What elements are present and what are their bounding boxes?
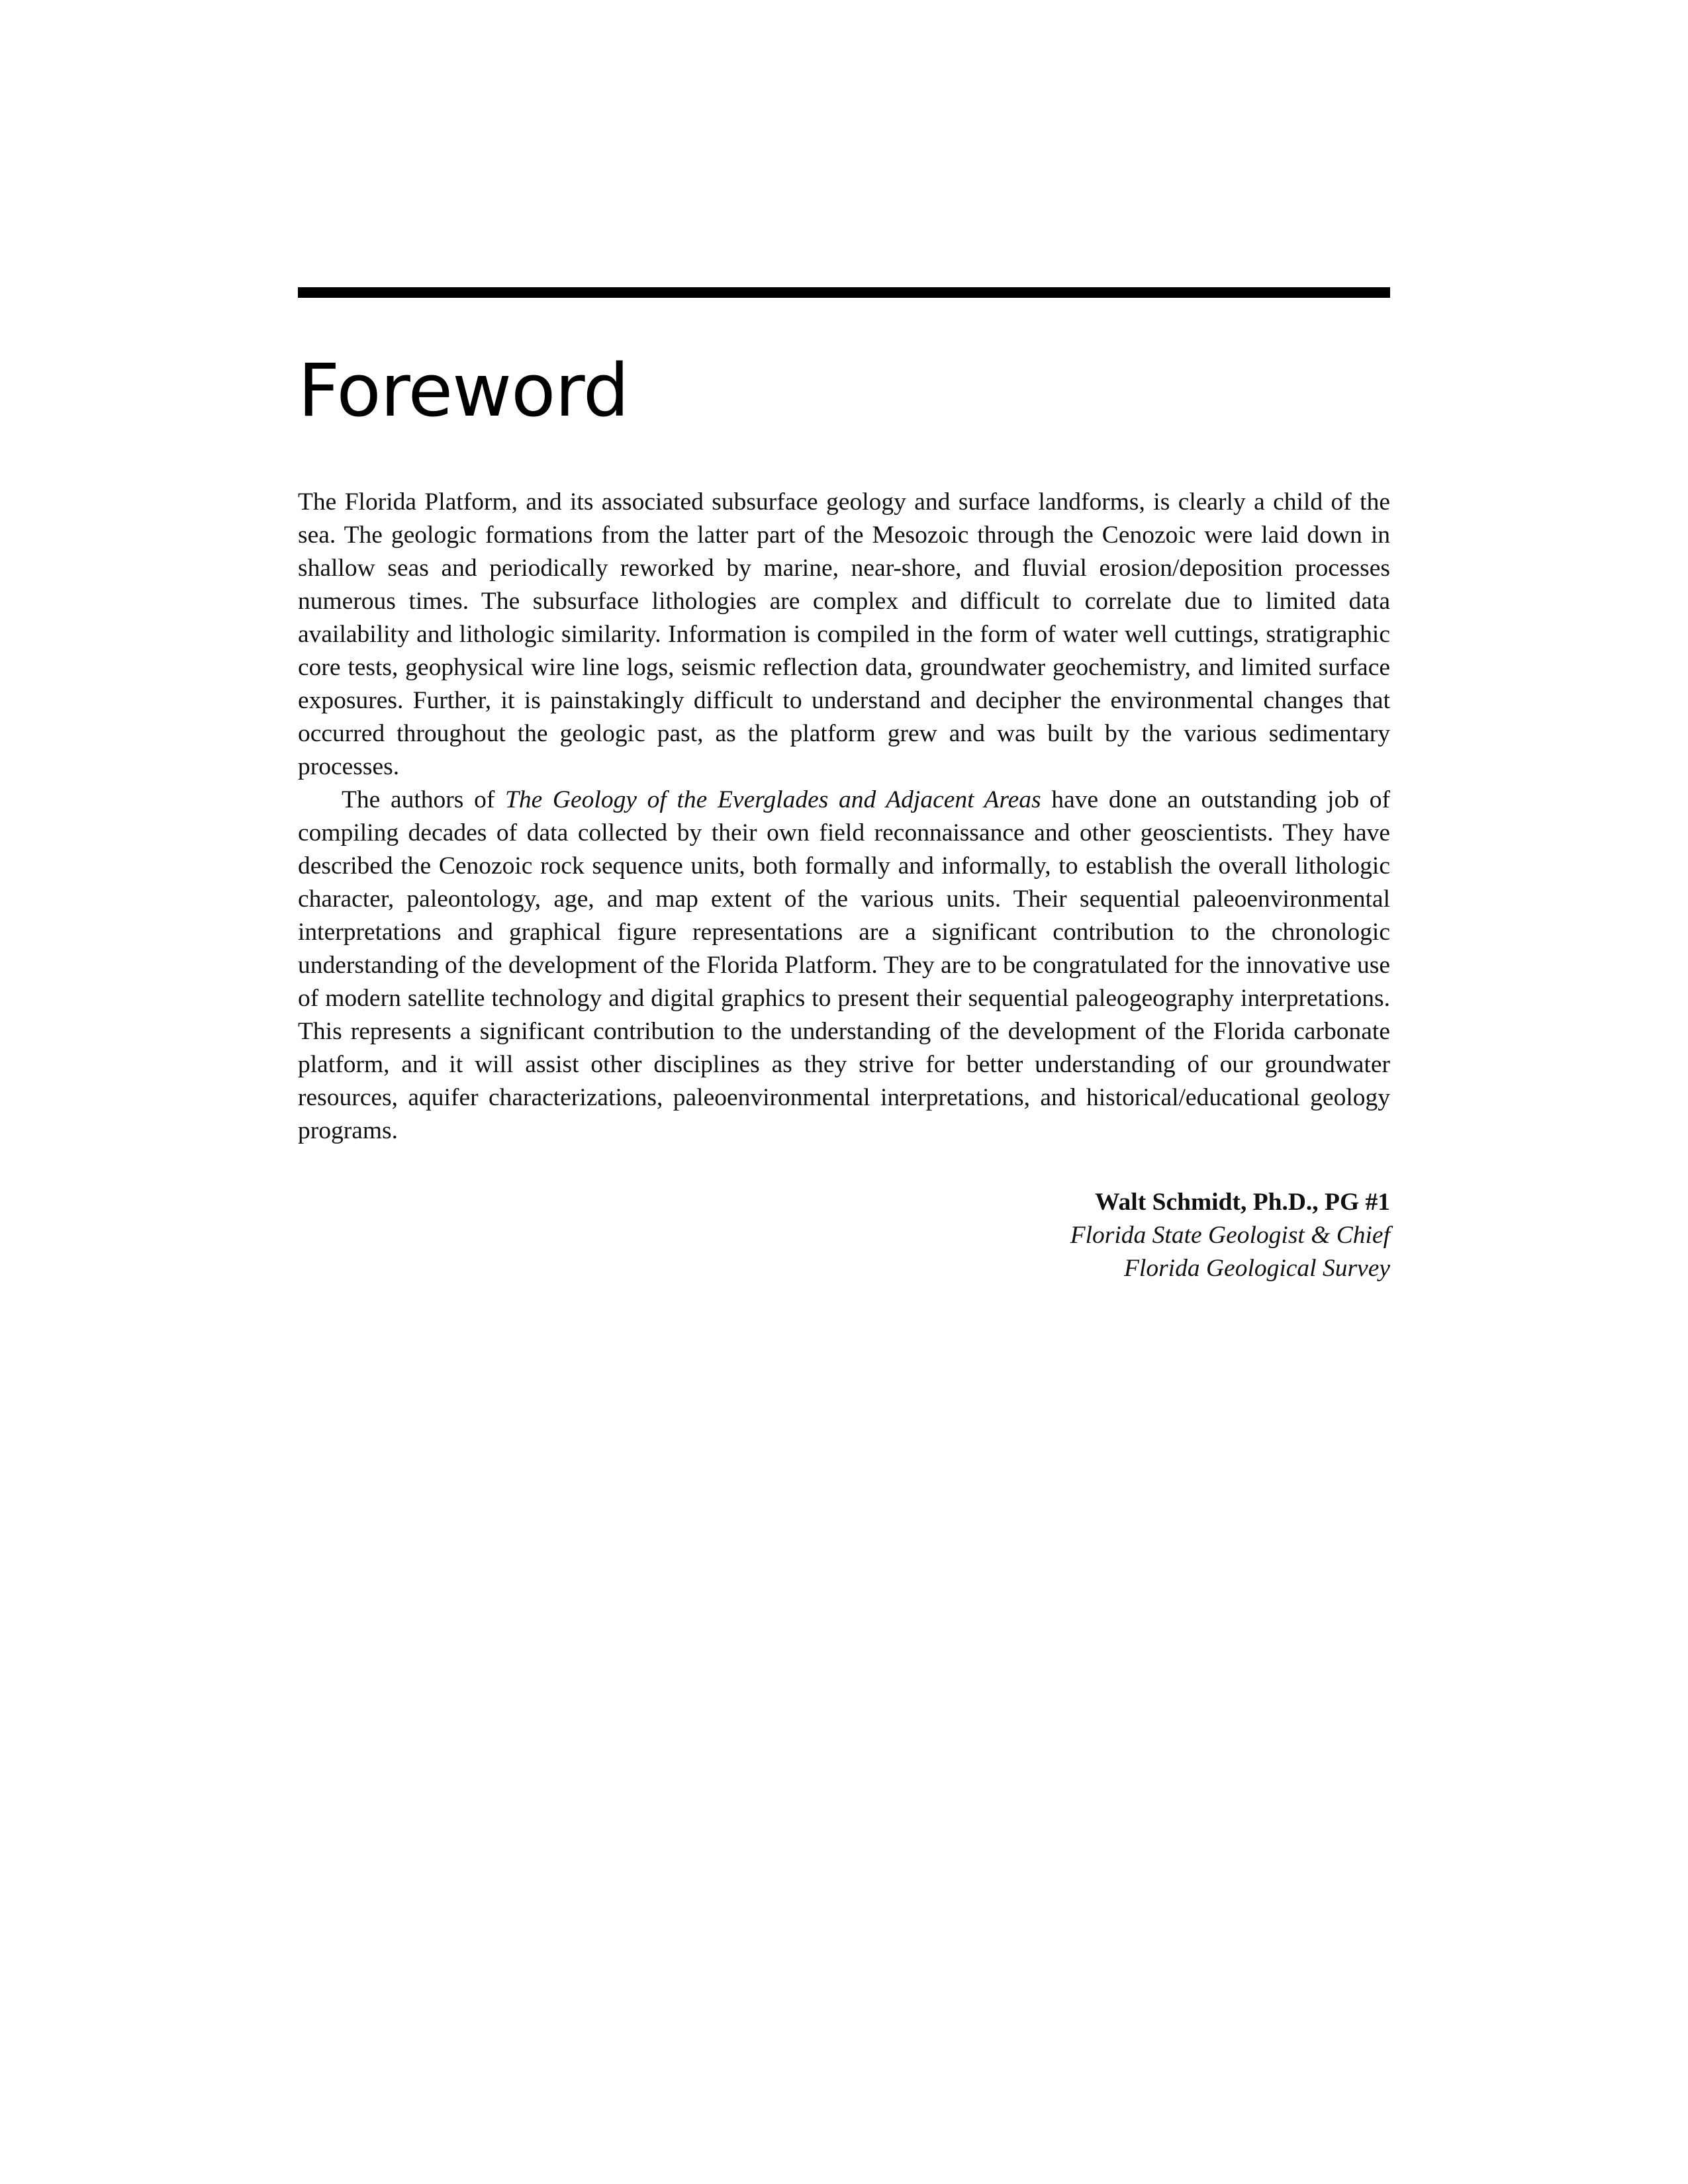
signature-role: Florida State Geologist & Chief: [1070, 1222, 1390, 1249]
book-title: The Geology of the Everglades and Adjacent Areas: [505, 786, 1041, 813]
signature-block: [298, 1186, 1390, 1285]
signature-organization: Florida Geological Survey: [1124, 1255, 1390, 1282]
paragraph-2: [298, 784, 1390, 1148]
header-rule: [298, 287, 1390, 298]
paragraph-2-lead: The authors of: [342, 786, 505, 813]
page-title: Foreword: [298, 348, 629, 433]
foreword-body: [298, 486, 1390, 1148]
signature-name: Walt Schmidt, Ph.D., PG #1: [1095, 1189, 1390, 1216]
paragraph-1: The Florida Platform, and its associated subsurface geology and surface landforms, is clearly a child of the sea. The geologic formations from the latter part of the Mesozoic through the Cenozoic were laid down in shallow seas and periodically reworked by marine, near-shore, and fluvial erosion/deposition processes numerous times. The subsurface lithologies are complex and difficult to correlate due to limited data availability and lithologic similarity. Information is compiled in the form of water well cuttings, stratigraphic core tests, geophysical wire line logs, seismic reflection data, groundwater geochemistry, and limited surface exposures. Further, it is painstakingly difficult to understand and decipher the environmental changes that occurred throughout the geologic past, as the platform grew and was built by the various sedimentary processes.: [298, 488, 1390, 780]
paragraph-2-rest: have done an outstanding job of compiling decades of data collected by their own field reconnaissance and other geoscientists. They have described the Cenozoic rock sequence units, both formally and informally, to establish the overall lithologic character, paleontology, age, and map extent of the various units. Their sequential paleoenvironmental interpretations and graphical figure representations are a significant contribution to the chronologic understanding of the development of the Florida Platform. They are to be congratulated for the innovative use of modern satellite technology and digital graphics to present their sequential paleogeography interpretations. This represents a significant contribution to the understanding of the development of the Florida carbonate platform, and it will assist other disciplines as they strive for better understanding of our groundwater resources, aquifer characterizations, paleoenvironmental interpretations, and historical/educational geology programs.: [298, 786, 1390, 1144]
